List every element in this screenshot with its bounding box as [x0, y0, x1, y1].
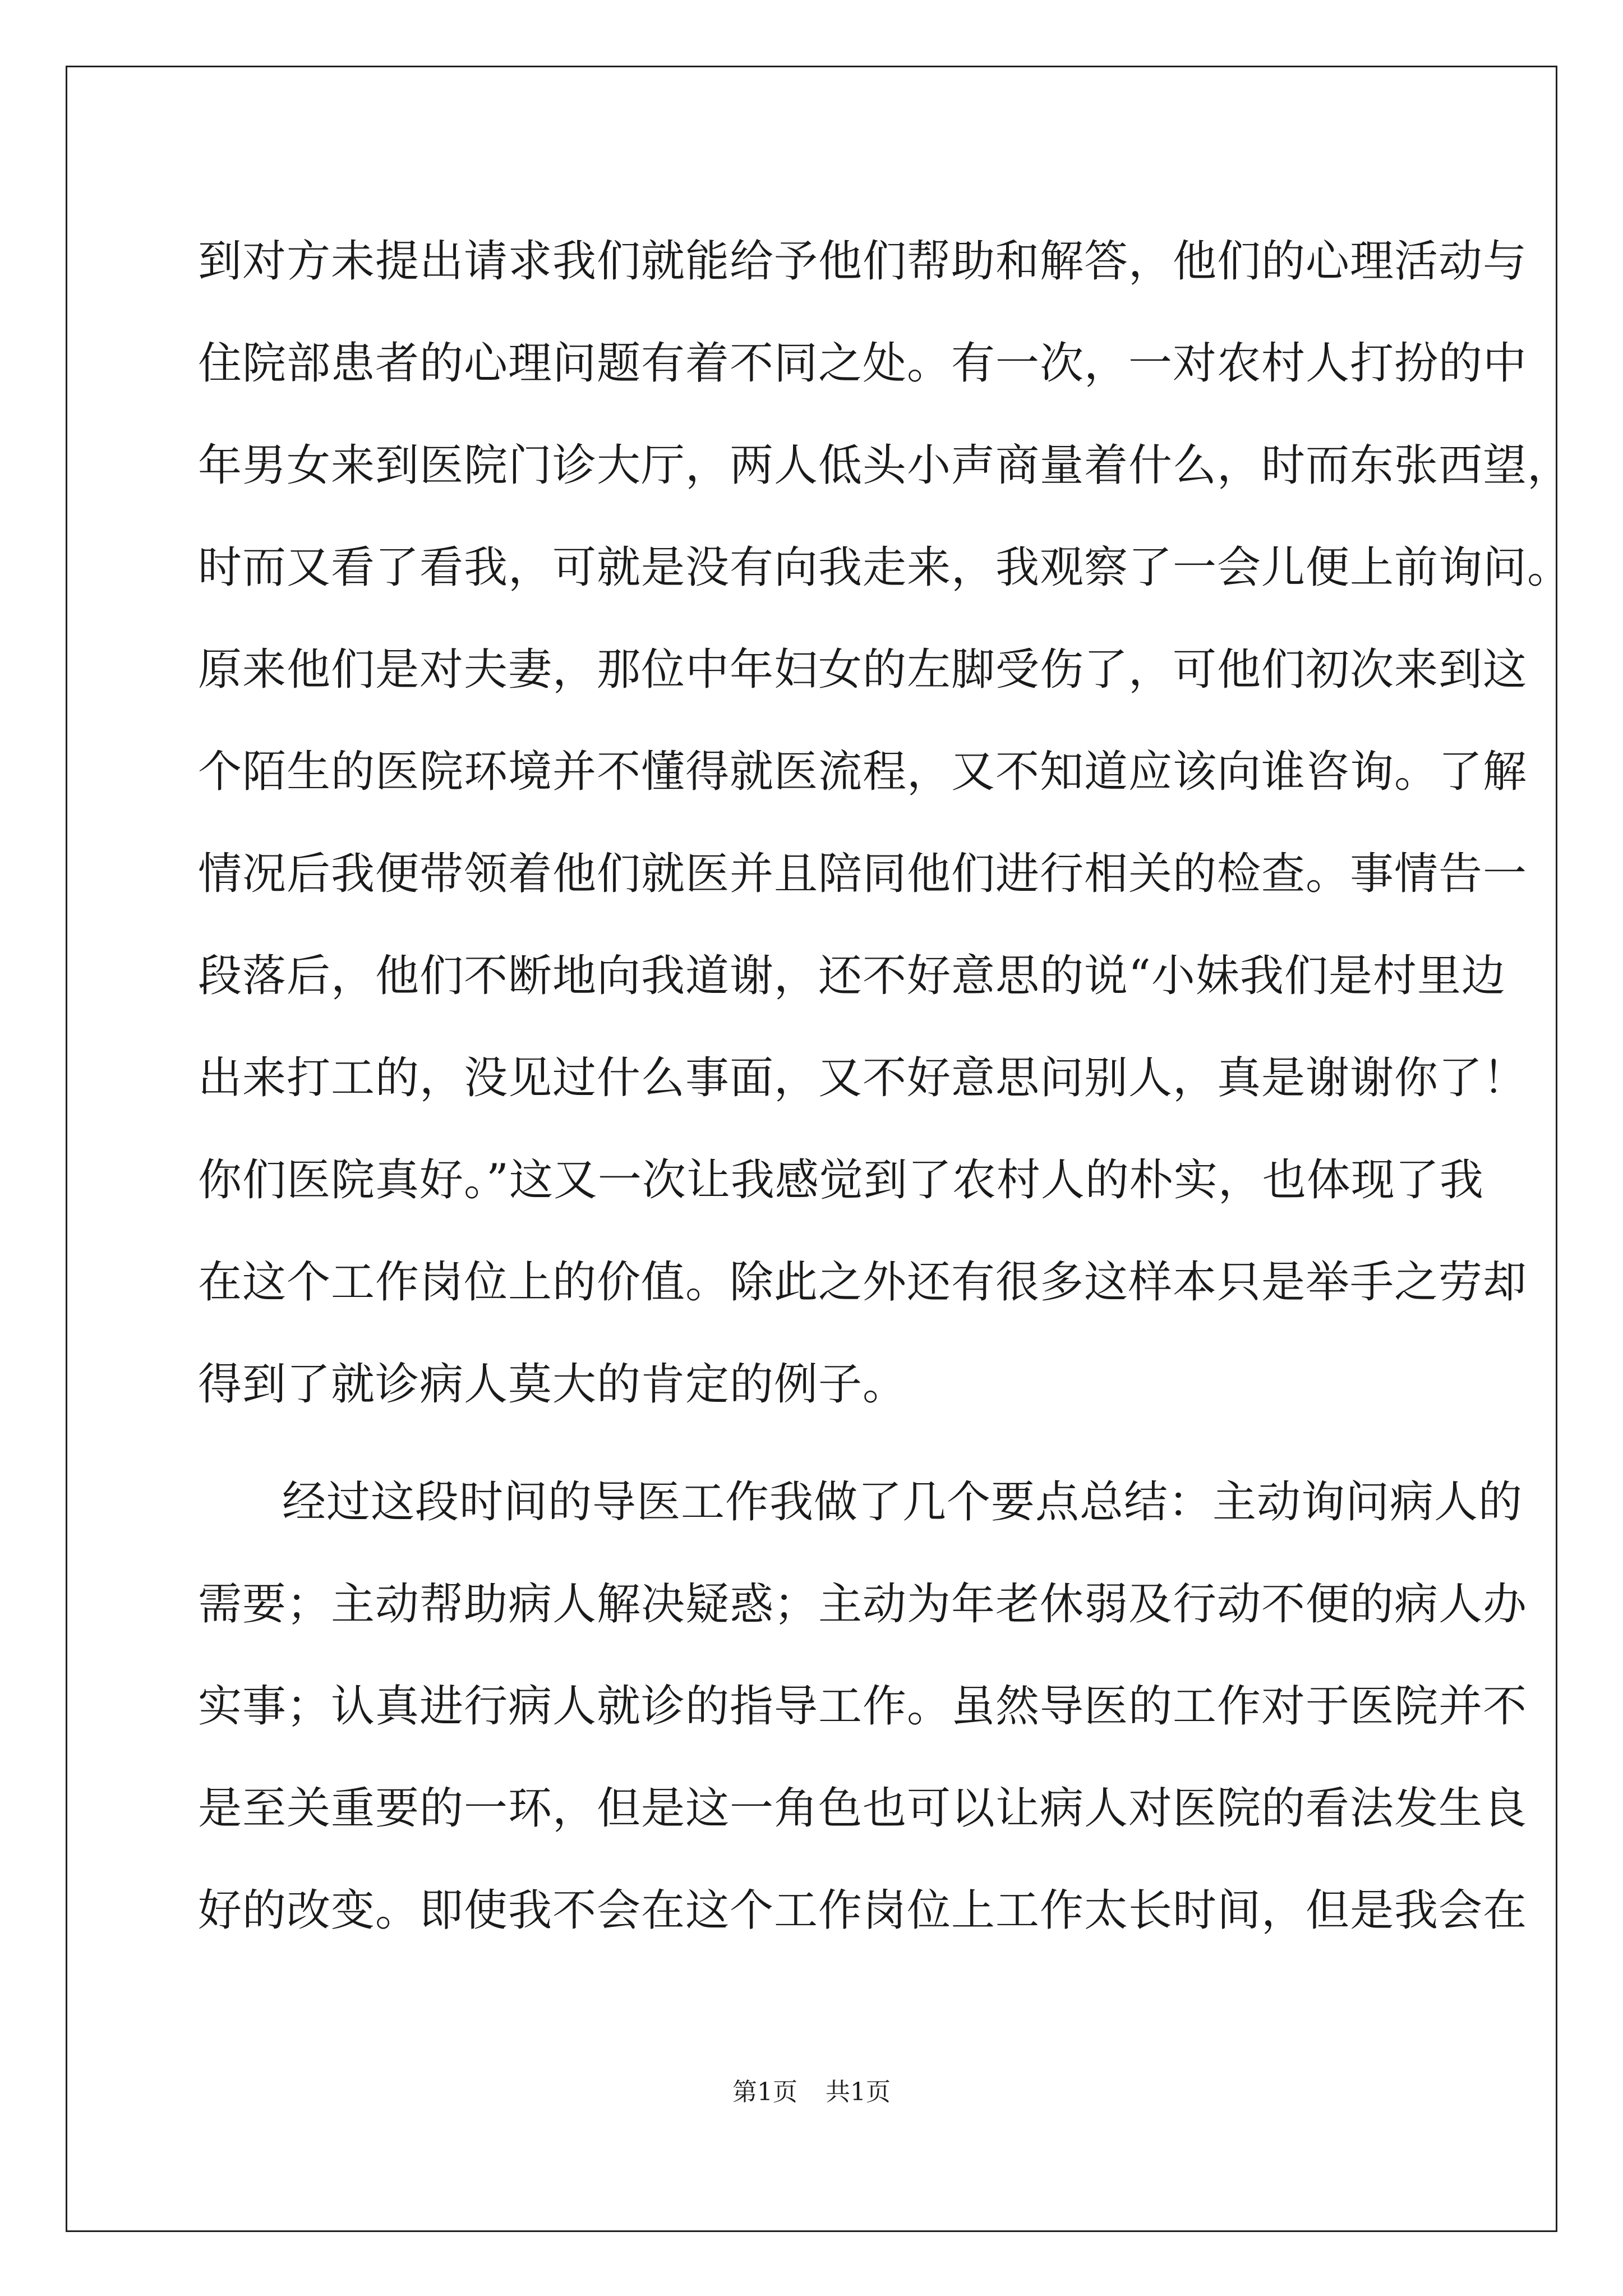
text-line: 到对方未提出请求我们就能给予他们帮助和解答，他们的心理活动与 — [198, 236, 1528, 287]
paragraph-spacer — [198, 1435, 1488, 1451]
page-footer — [0, 2076, 1623, 2109]
paragraph-1 — [198, 210, 1572, 1435]
text-line: 年男女来到医院门诊大厅，两人低头小声商量着什么，时而东张西望， — [198, 440, 1572, 491]
text-line: 得到了就诊病人莫大的肯定的例子。 — [198, 1359, 907, 1410]
page-total: 共1页 — [826, 2078, 891, 2106]
document-body — [198, 210, 1572, 1962]
text-line: 个陌生的医院环境并不懂得就医流程，又不知道应该向谁咨询。了解 — [198, 747, 1528, 797]
text-line: 实事；认真进行病人就诊的指导工作。虽然导医的工作对于医院并不 — [198, 1681, 1528, 1732]
text-line: 住院部患者的心理问题有着不同之处。有一次，一对农村人打扮的中 — [198, 338, 1528, 389]
text-line: 经过这段时间的导医工作我做了几个要点总结：主动询问病人的 — [282, 1477, 1523, 1527]
text-line: 原来他们是对夫妻，那位中年妇女的左脚受伤了，可他们初次来到这 — [198, 645, 1528, 695]
text-line: 你们医院真好。”这又一次让我感觉到了农村人的朴实，也体现了我 — [198, 1155, 1484, 1205]
text-line: 是至关重要的一环，但是这一角色也可以让病人对医院的看法发生良 — [198, 1783, 1528, 1834]
paragraph-2 — [198, 1451, 1528, 1962]
text-line: 段落后，他们不断地向我道谢，还不好意思的说“小妹我们是村里边 — [198, 951, 1506, 1001]
text-line: 在这个工作岗位上的价值。除此之外还有很多这样本只是举手之劳却 — [198, 1257, 1528, 1308]
text-line: 时而又看了看我，可就是没有向我走来，我观察了一会儿便上前询问。 — [198, 542, 1572, 593]
text-line: 情况后我便带领着他们就医并且陪同他们进行相关的检查。事情告一 — [198, 849, 1528, 899]
page-number: 第1页 — [732, 2078, 797, 2106]
text-line: 需要；主动帮助病人解决疑惑；主动为年老休弱及行动不便的病人办 — [198, 1579, 1528, 1630]
text-line: 出来打工的，没见过什么事面，又不好意思问别人，真是谢谢你了！ — [198, 1053, 1528, 1103]
text-line: 好的改变。即使我不会在这个工作岗位上工作太长时间，但是我会在 — [198, 1885, 1528, 1936]
